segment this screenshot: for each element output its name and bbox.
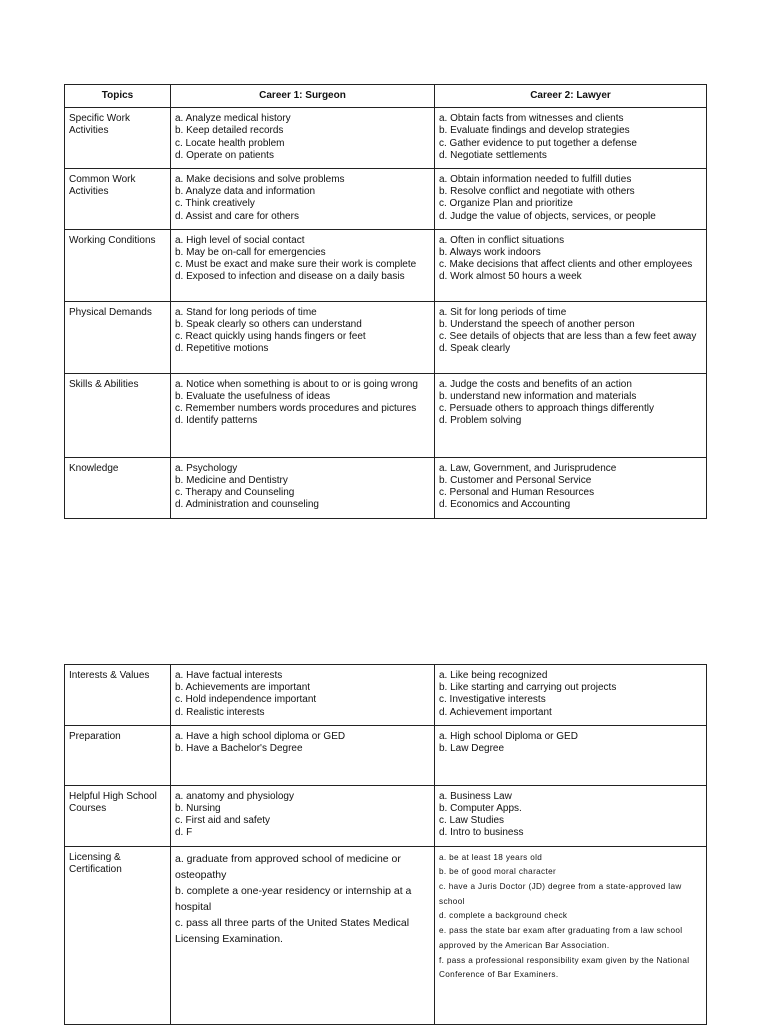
surgeon-list-item: d. F [175, 827, 193, 839]
surgeon-cell [171, 785, 435, 846]
topic-cell: Physical Demands [65, 301, 171, 373]
table-row [65, 229, 707, 301]
surgeon-list-item: a. Have factual interests [175, 670, 283, 681]
surgeon-cell [171, 108, 435, 169]
lawyer-cell [435, 301, 707, 373]
lawyer-list-item: d. Judge the value of objects, services, or people [439, 210, 656, 222]
table-row [65, 665, 707, 726]
table-row [65, 169, 707, 230]
topic-cell: Skills & Abilities [65, 373, 171, 457]
surgeon-list-item: d. Administration and counseling [175, 499, 319, 511]
surgeon-list-item: b. Evaluate the usefulness of ideas [175, 391, 331, 403]
lawyer-list-item: b. Law Degree [439, 743, 505, 755]
lawyer-list-item: d. complete a background check [439, 911, 568, 921]
surgeon-cell [171, 665, 435, 726]
surgeon-list-item: d. Identify patterns [175, 415, 258, 427]
topic-cell: Interests & Values [65, 665, 171, 726]
lawyer-list-item: c. Investigative interests [439, 694, 546, 706]
lawyer-list-item: d. Work almost 50 hours a week [439, 271, 582, 283]
surgeon-list-item: a. Have a high school diploma or GED [175, 730, 346, 742]
surgeon-list-item: b. Medicine and Dentistry [175, 475, 288, 487]
surgeon-list-item: c. Locate health problem [175, 137, 285, 149]
surgeon-cell [171, 169, 435, 230]
lawyer-list-item: c. Personal and Human Resources [439, 487, 595, 499]
lawyer-list-item: a. Like being recognized [439, 670, 548, 681]
lawyer-cell [435, 846, 707, 1024]
surgeon-cell [171, 725, 435, 785]
surgeon-list-item: a. Analyze medical history [175, 113, 291, 125]
surgeon-list-item: a. Stand for long periods of time [175, 306, 317, 318]
lawyer-list-item: a. Often in conflict situations [439, 234, 565, 246]
career-comparison-table-1 [64, 84, 707, 519]
header-topics: Topics [65, 85, 171, 108]
table-row [65, 373, 707, 457]
topic-cell: Helpful High School Courses [65, 785, 171, 846]
surgeon-cell [171, 846, 435, 1024]
topic-cell: Working Conditions [65, 229, 171, 301]
surgeon-list-item: d. Assist and care for others [175, 210, 299, 222]
lawyer-list-item: a. Obtain information needed to fulfill duties [439, 174, 632, 186]
lawyer-list-item: b. be of good moral character [439, 867, 557, 877]
surgeon-list-item: b. May be on-call for emergencies [175, 247, 326, 259]
topic-cell: Licensing & Certification [65, 846, 171, 1024]
surgeon-list-item: c. First aid and safety [175, 815, 271, 827]
lawyer-list-item: b. understand new information and materials [439, 391, 637, 403]
lawyer-list-item: c. See details of objects that are less than a few feet away [439, 331, 697, 343]
table-row [65, 108, 707, 169]
lawyer-list-item: a. Business Law [439, 790, 512, 802]
table-row [65, 457, 707, 518]
lawyer-list-item: d. Economics and Accounting [439, 499, 571, 511]
surgeon-list-item: a. graduate from approved school of medicine or osteopathy [175, 852, 401, 881]
lawyer-list-item: a. High school Diploma or GED [439, 730, 578, 742]
table-header-row [65, 85, 707, 108]
topic-cell: Common Work Activities [65, 169, 171, 230]
lawyer-list-item: a. be at least 18 years old [439, 852, 543, 862]
surgeon-list-item: c. Must be exact and make sure their work is complete [175, 259, 417, 271]
lawyer-cell [435, 457, 707, 518]
lawyer-list-item: b. Computer Apps. [439, 803, 522, 815]
surgeon-list-item: b. Achievements are important [175, 682, 311, 694]
topic-cell: Knowledge [65, 457, 171, 518]
surgeon-list-item: a. Psychology [175, 462, 238, 474]
surgeon-list-item: b. Have a Bachelor's Degree [175, 743, 303, 755]
lawyer-list-item: a. Sit for long periods of time [439, 306, 567, 318]
lawyer-list-item: a. Judge the costs and benefits of an action [439, 378, 632, 390]
lawyer-cell [435, 373, 707, 457]
surgeon-list-item: b. Analyze data and information [175, 186, 316, 198]
surgeon-list-item: a. anatomy and physiology [175, 790, 294, 802]
surgeon-cell [171, 301, 435, 373]
lawyer-list-item: c. Make decisions that affect clients and other employees [439, 259, 693, 271]
table-row [65, 785, 707, 846]
header-career-1: Career 1: Surgeon [171, 85, 435, 108]
surgeon-cell [171, 457, 435, 518]
surgeon-list-item: b. Keep detailed records [175, 125, 284, 137]
lawyer-list-item: e. pass the state bar exam after graduating from a law school approved by the American Bar Association. [439, 926, 683, 950]
surgeon-list-item: a. High level of social contact [175, 234, 305, 246]
lawyer-list-item: b. Resolve conflict and negotiate with others [439, 186, 635, 198]
lawyer-list-item: d. Speak clearly [439, 343, 511, 355]
lawyer-list-item: a. Law, Government, and Jurisprudence [439, 462, 617, 474]
lawyer-cell [435, 108, 707, 169]
table-row [65, 301, 707, 373]
surgeon-list-item: d. Repetitive motions [175, 343, 269, 355]
surgeon-list-item: c. React quickly using hands fingers or feet [175, 331, 366, 343]
table-row [65, 846, 707, 1024]
surgeon-cell [171, 373, 435, 457]
lawyer-list-item: d. Achievement important [439, 706, 552, 718]
career-comparison-table-2 [64, 664, 707, 1025]
surgeon-list-item: d. Exposed to infection and disease on a daily basis [175, 271, 405, 283]
lawyer-cell [435, 169, 707, 230]
lawyer-list-item: c. Organize Plan and prioritize [439, 198, 573, 210]
lawyer-list-item: c. Gather evidence to put together a defense [439, 137, 637, 149]
lawyer-list-item: c. Law Studies [439, 815, 505, 827]
surgeon-list-item: c. Think creatively [175, 198, 255, 210]
surgeon-list-item: b. Speak clearly so others can understand [175, 319, 362, 331]
lawyer-list-item: b. Like starting and carrying out projects [439, 682, 617, 694]
surgeon-list-item: c. Hold independence important [175, 694, 317, 706]
lawyer-cell [435, 229, 707, 301]
lawyer-list-item: d. Problem solving [439, 415, 522, 427]
header-career-2: Career 2: Lawyer [435, 85, 707, 108]
lawyer-list-item: f. pass a professional responsibility exam given by the National Conference of Bar Examiners. [439, 955, 690, 980]
lawyer-list-item: d. Intro to business [439, 827, 524, 839]
lawyer-list-item: c. Persuade others to approach things differently [439, 403, 654, 415]
surgeon-cell [171, 229, 435, 301]
topic-cell: Preparation [65, 725, 171, 785]
lawyer-list-item: b. Always work indoors [439, 247, 541, 259]
surgeon-list-item: c. pass all three parts of the United States Medical Licensing Examination. [175, 916, 410, 945]
topic-cell: Specific Work Activities [65, 108, 171, 169]
lawyer-cell [435, 785, 707, 846]
lawyer-list-item: d. Negotiate settlements [439, 149, 547, 161]
lawyer-cell [435, 665, 707, 726]
surgeon-list-item: d. Realistic interests [175, 706, 265, 718]
lawyer-list-item: b. Evaluate findings and develop strategies [439, 125, 630, 137]
surgeon-list-item: a. Notice when something is about to or is going wrong [175, 378, 418, 390]
lawyer-list-item: c. have a Juris Doctor (JD) degree from a state-approved law school [439, 882, 682, 906]
surgeon-list-item: c. Remember numbers words procedures and pictures [175, 403, 417, 415]
lawyer-list-item: a. Obtain facts from witnesses and clients [439, 113, 624, 125]
surgeon-list-item: c. Therapy and Counseling [175, 487, 295, 499]
surgeon-list-item: a. Make decisions and solve problems [175, 174, 345, 186]
surgeon-list-item: b. complete a one-year residency or internship at a hospital [175, 884, 412, 913]
surgeon-list-item: d. Operate on patients [175, 149, 274, 161]
lawyer-list-item: b. Understand the speech of another person [439, 319, 635, 331]
lawyer-list-item: b. Customer and Personal Service [439, 475, 592, 487]
table-row [65, 725, 707, 785]
surgeon-list-item: b. Nursing [175, 803, 221, 815]
lawyer-cell [435, 725, 707, 785]
